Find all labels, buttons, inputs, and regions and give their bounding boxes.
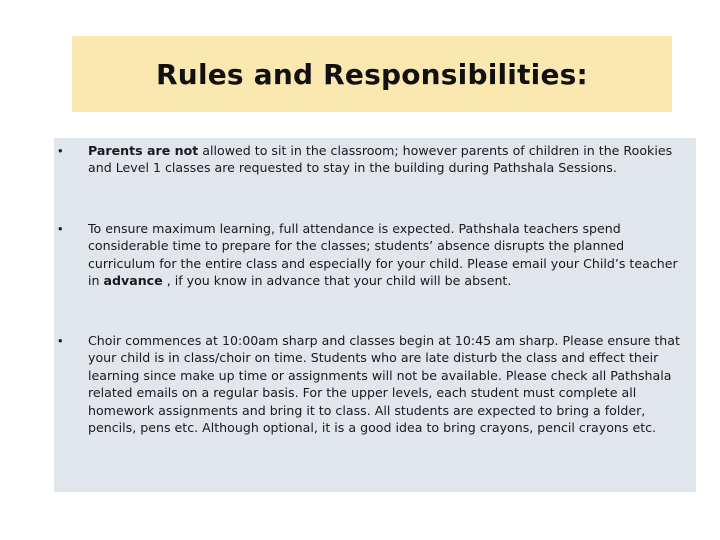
title-banner <box>72 36 672 112</box>
bullet-dot-icon: • <box>58 333 63 348</box>
rules-content-panel <box>54 138 696 492</box>
bullet-dot-icon: • <box>58 143 63 158</box>
bullet-dot-icon: • <box>58 221 63 236</box>
rule-text-punctuality: Choir commences at 10:00am sharp and classes begin at 10:45 am sharp. Please ensure that your child is in class/choir on time. Students who are late disturb the class and effect their learning since make up time or assignments will not be available. Please check all Pathshala related emails on a regular basis. For the upper levels, each student must complete all homework assignments and bring it to class. All students are expected to bring a folder, pencils, pens etc. Although optional, it is a good idea to bring crayons, pencil crayons etc. <box>88 333 680 436</box>
slide-title: Rules and Responsibilities: <box>156 57 588 91</box>
rule-body-text-end: , if you know in advance that your child will be absent. <box>162 273 512 289</box>
rule-body-text: To ensure maximum learning, full attendance is expected. Pathshala teachers spend considerable time to prepare for the classes; students’ absence disrupts the planned curriculum for the entire class and especially for your child. Please email your Child’s teacher in <box>88 221 678 289</box>
rule-bold-word: advance <box>103 273 163 289</box>
rule-bold-lead: Parents are not <box>88 143 199 158</box>
rule-text-attendance <box>88 220 688 290</box>
rule-body-text: allowed to sit in the classroom; however parents of children in the Rookies and Level 1 classes are requested to stay in the building during Pathshala Sessions. <box>88 143 673 176</box>
rule-text-parents <box>88 142 688 177</box>
